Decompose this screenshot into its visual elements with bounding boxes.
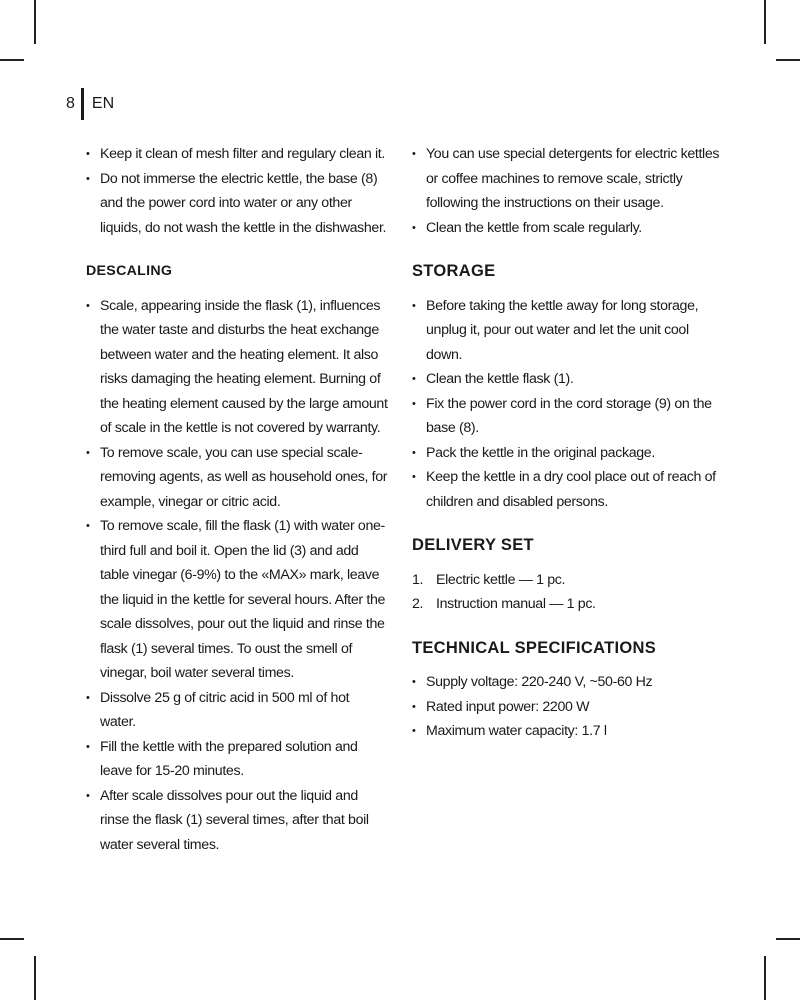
page-header: [66, 88, 114, 120]
item-text: Instruction manual — 1 pc.: [436, 596, 596, 612]
list-item: [412, 592, 722, 617]
list-item: • Fill the kettle with the prepared solution and leave for 15-20 minutes.: [86, 735, 388, 784]
crop-mark: [0, 59, 24, 61]
list-item: [412, 568, 722, 593]
header-divider: [81, 88, 84, 120]
page-number: 8: [66, 95, 75, 112]
section-title-delivery-set: DELIVERY SET: [412, 536, 534, 554]
crop-mark: [34, 0, 36, 44]
list-item: • To remove scale, you can use special scale-removing agents, as well as household ones, for example, vinegar or citric acid.: [86, 441, 388, 515]
crop-mark: [776, 59, 800, 61]
right-column: [412, 142, 722, 744]
intro-list: [86, 142, 388, 240]
item-text: Electric kettle — 1 pc.: [436, 571, 566, 588]
list-item: • Rated input power: 2200 W: [412, 695, 722, 720]
list-item: • You can use special detergents for electric kettles or coffee machines to remove scale, strictly following the instructions on their usage.: [412, 142, 722, 216]
list-item: • Before taking the kettle away for long storage, unplug it, pour out water and let the unit cool down.: [412, 294, 722, 368]
section-title-technical-specifications: TECHNICAL SPECIFICATIONS: [412, 638, 657, 657]
item-number: 1.: [412, 571, 424, 588]
intro-list: [412, 142, 722, 240]
language-label: EN: [91, 95, 115, 112]
list-item: • Pack the kettle in the original package.: [412, 441, 722, 466]
descaling-list: [86, 294, 388, 858]
crop-mark: [764, 0, 766, 44]
list-item: • Keep it clean of mesh filter and regulary clean it.: [86, 142, 388, 167]
list-item: • Supply voltage: 220-240 V, ~50-60 Hz: [412, 670, 722, 695]
crop-mark: [776, 938, 800, 940]
list-item: • Keep the kettle in a dry cool place out of reach of children and disabled persons.: [412, 465, 722, 514]
item-number: 2.: [412, 596, 424, 612]
delivery-set-list: [412, 568, 722, 617]
list-item: • Scale, appearing inside the flask (1), influences the water taste and disturbs the heat exchange between water and the heating element. It also risks damaging the heating element. Burning of the heating element caused by the large amount of scale in the kettle is not covered by warranty.: [86, 294, 388, 441]
list-item: • Clean the kettle flask (1).: [412, 367, 722, 392]
list-item: • Clean the kettle from scale regularly.: [412, 216, 722, 241]
crop-mark: [764, 956, 766, 1000]
list-item: • Dissolve 25 g of citric acid in 500 ml of hot water.: [86, 686, 388, 735]
list-item: • Fix the power cord in the cord storage (9) on the base (8).: [412, 392, 722, 441]
list-item: • After scale dissolves pour out the liquid and rinse the flask (1) several times, after that boil water several times.: [86, 784, 388, 858]
specifications-list: [412, 670, 722, 744]
section-title-storage: STORAGE: [412, 262, 496, 280]
left-column: [86, 142, 388, 857]
crop-mark: [0, 938, 24, 940]
crop-mark: [34, 956, 36, 1000]
section-title-descaling: DESCALING: [86, 263, 173, 279]
list-item: • Maximum water capacity: 1.7 l: [412, 719, 722, 744]
list-item: • Do not immerse the electric kettle, the base (8) and the power cord into water or any other liquids, do not wash the kettle in the dishwasher.: [86, 167, 388, 241]
storage-list: [412, 294, 722, 515]
list-item: • To remove scale, fill the flask (1) with water one-third full and boil it. Open the lid (3) and add table vinegar (6-9%) to the «MAX» mark, leave the liquid in the kettle for several hours. After the scale dissolves, pour out the liquid and rinse the flask (1) several times. To oust the smell of vinegar, boil water several times.: [86, 514, 388, 686]
